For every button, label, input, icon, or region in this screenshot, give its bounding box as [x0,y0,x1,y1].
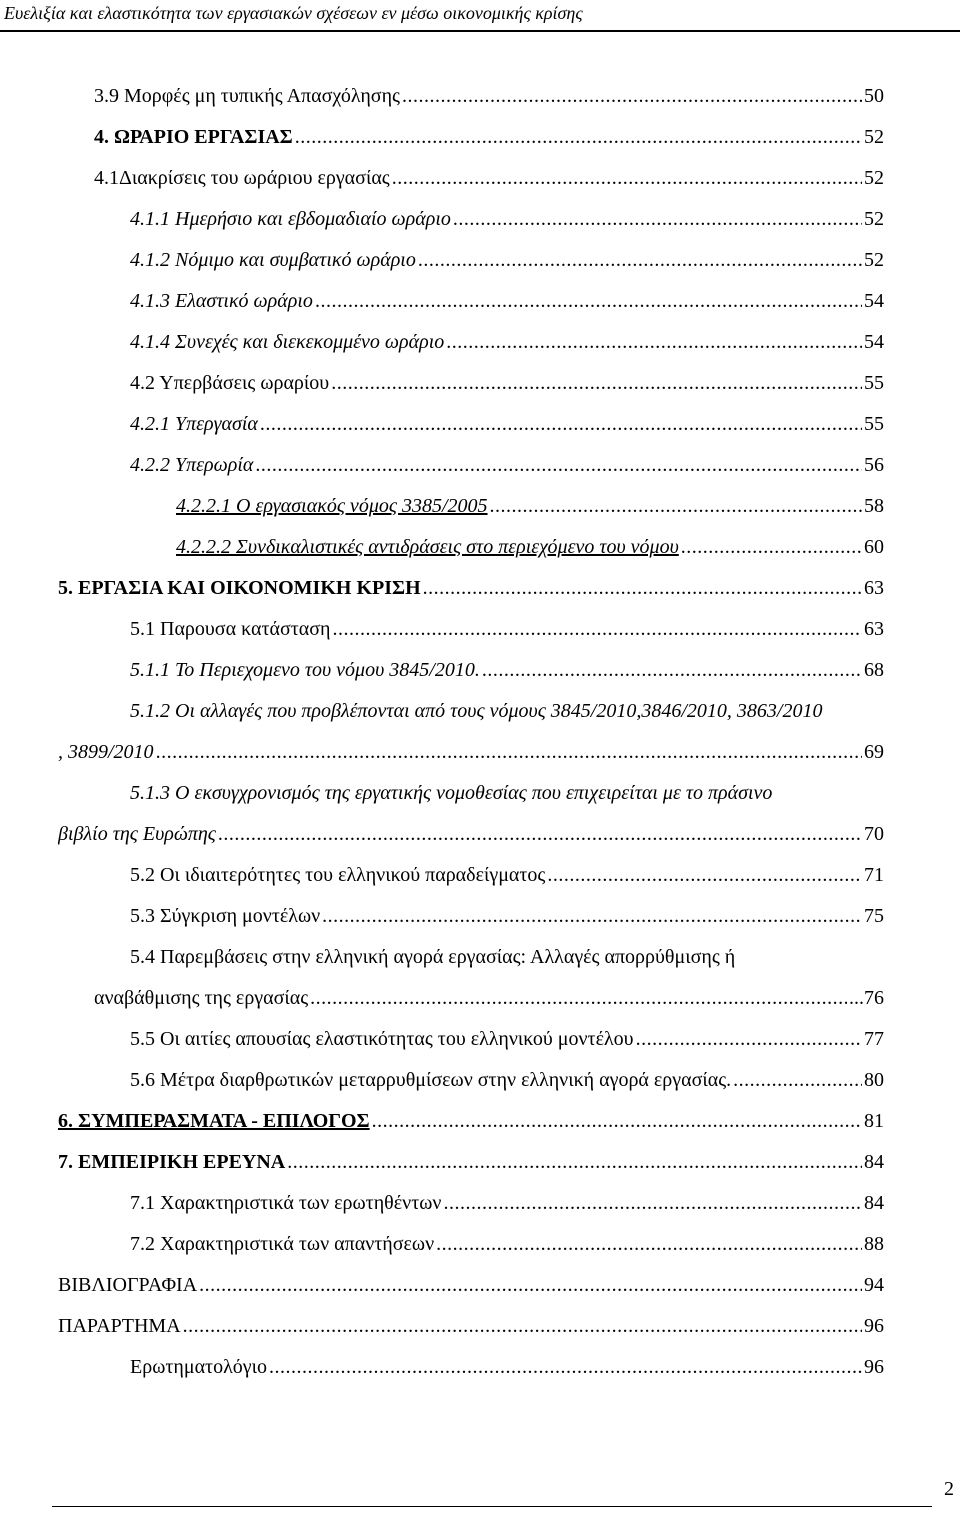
toc-entry-title-continuation: , 3899/2010 [58,741,154,763]
toc-entry-page: 52 [864,249,884,271]
toc-entry[interactable] [94,985,884,1011]
toc-entry-title: 5.1 Παρουσα κατάσταση [130,618,331,640]
toc-entry-title: 4.1.1 Ημερήσιο και εβδομαδιαίο ωράριο [130,208,451,230]
toc-entry-title: 6. ΣΥΜΠΕΡΑΣΜΑΤΑ - ΕΠΙΛΟΓΟΣ [58,1110,370,1132]
toc-entry-title-continuation: αναβάθμισης της εργασίας [94,987,309,1009]
toc-entry-page: ...76 [849,987,884,1009]
toc-entry-title: 4.1.3 Ελαστικό ωράριο [130,290,313,312]
toc-entry-page: 96 [864,1315,884,1337]
toc-entry-page: 60 [864,536,884,558]
toc-entry-page: 54 [864,331,884,353]
toc-entry-title: 4.2 Υπερβάσεις ωραρίου [130,372,330,394]
toc-entry-page: 69 [864,741,884,763]
toc-leader [183,1313,862,1339]
toc-leader [446,329,862,355]
toc-entry[interactable] [130,1067,884,1093]
toc-leader [310,985,847,1011]
toc-entry-title[interactable]: 5.1.2 Οι αλλαγές που προβλέπονται από τους νόμους 3845/2010,3846/2010, 3863/2010 [130,700,823,722]
toc-entry-title: 5. ΕΡΓΑΣΙΑ ΚΑΙ ΟΙΚΟΝΟΜΙΚΗ ΚΡΙΣΗ [58,577,421,599]
toc-entry[interactable] [130,1026,884,1052]
toc-entry-page: 80 [864,1069,884,1091]
toc-entry-title: 5.5 Οι αιτίες απουσίας ελαστικότητας του ελληνικού μοντέλου [130,1028,634,1050]
toc-leader [315,288,862,314]
toc-entry[interactable] [176,493,884,519]
toc-entry-title-continuation: βιβλίο της Ευρώπης [58,823,216,845]
toc-leader [372,1108,862,1134]
toc-entry-page: 81 [864,1110,884,1132]
toc-entry[interactable] [94,83,884,109]
toc-entry[interactable] [58,1108,884,1134]
toc-entry[interactable] [130,1354,884,1380]
toc-entry-title: 4.2.1 Υπεργασία [130,413,258,435]
toc-entry-title: 5.3 Σύγκριση μοντέλων [130,905,321,927]
toc-entry[interactable] [58,1313,884,1339]
toc-entry[interactable] [58,821,884,847]
toc-entry-title: 7.2 Χαρακτηριστικά των απαντήσεων [130,1233,435,1255]
toc-leader [218,821,862,847]
toc-entry-page: 70 [864,823,884,845]
toc-entry[interactable] [130,288,884,314]
toc-entry-page: 55 [864,413,884,435]
toc-entry-page: 94 [864,1274,884,1296]
toc-leader [402,83,862,109]
toc-entry-page: 84 [864,1151,884,1173]
toc-leader [392,165,862,191]
running-header-title: Ευελιξία και ελαστικότητα των εργασιακών σχέσεων εν μέσω οικονομικής κρίσης [4,3,583,23]
toc-leader [287,1149,862,1175]
toc-entry-title: ΠΑΡΑΡΤΗΜΑ [58,1315,181,1337]
toc-leader [331,370,862,396]
toc-leader [636,1026,862,1052]
toc-entry-page: 75 [864,905,884,927]
toc-entry-page: 96 [864,1356,884,1378]
toc-entry-page: 68 [864,659,884,681]
toc-entry-page: 50 [864,85,884,107]
toc-leader [547,862,862,888]
toc-leader [681,534,862,560]
toc-entry[interactable] [94,124,884,150]
toc-entry-title: 7. ΕΜΠΕΙΡΙΚΗ ΕΡΕΥΝΑ [58,1151,286,1173]
toc-entry-title[interactable]: 5.4 Παρεμβάσεις στην ελληνική αγορά εργασίας: Αλλαγές απορρύθμισης ή [130,946,736,968]
toc-entry[interactable] [58,739,884,765]
toc-leader [490,493,862,519]
toc-entry-title: 4.1.4 Συνεχές και διεκεκομμένο ωράριο [130,331,445,353]
toc-leader [333,616,863,642]
toc-entry-page: 55 [864,372,884,394]
toc-leader [260,411,862,437]
toc-entry[interactable] [58,1149,884,1175]
toc-entry[interactable] [130,862,884,888]
toc-entry[interactable] [130,370,884,396]
toc-leader [482,657,862,683]
toc-entry-page: 52 [864,208,884,230]
toc-entry[interactable] [130,206,884,232]
toc-entry-page: 63 [864,618,884,640]
toc-leader [255,452,862,478]
toc-entry-title: 5.6 Μέτρα διαρθρωτικών μεταρρυθμίσεων στην ελληνική αγορά εργασίας. [130,1069,732,1091]
toc-entry-title: ΒΙΒΛΙΟΓΡΑΦΙΑ [58,1274,198,1296]
toc-entry-page: 54 [864,290,884,312]
toc-entry-title: 3.9 Μορφές μη τυπικής Απασχόλησης [94,85,400,107]
toc-entry-page: 52 [864,126,884,148]
toc-entry[interactable] [130,411,884,437]
toc-leader [199,1272,862,1298]
toc-entry[interactable] [130,247,884,273]
toc-entry[interactable] [130,903,884,929]
toc-entry-title: 4.2.2.2 Συνδικαλιστικές αντιδράσεις στο περιεχόμενο του νόμου [176,536,679,558]
page-number: 2 [944,1478,954,1500]
toc-entry-title: Ερωτηματολόγιο [130,1356,268,1378]
toc-leader [156,739,862,765]
toc-leader [443,1190,862,1216]
toc-entry[interactable] [58,575,884,601]
footer-rule [52,1506,932,1507]
toc-entry-page: 84 [864,1192,884,1214]
toc-entry-page: 71 [864,864,884,886]
toc-entry[interactable] [58,1272,884,1298]
toc-leader [295,124,862,150]
toc-entry[interactable] [130,1231,884,1257]
toc-leader [269,1354,862,1380]
toc-entry[interactable] [130,329,884,355]
toc-entry-title[interactable]: 5.1.3 Ο εκσυγχρονισμός της εργατικής νομοθεσίας που επιχειρείται με το πράσινο [130,782,773,804]
toc-entry-page: 88 [864,1233,884,1255]
toc-entry[interactable] [130,616,884,642]
toc-entry-page: 52 [864,167,884,189]
toc-leader [423,575,862,601]
toc-leader [418,247,862,273]
toc-entry[interactable] [130,657,884,683]
toc-entry-title: 4.1Διακρίσεις του ωράριου εργασίας [94,167,390,189]
toc-entry-title: 4.1.2 Νόμιμο και συμβατικό ωράριο [130,249,416,271]
toc-entry-page: 63 [864,577,884,599]
toc-entry-title: 5.1.1 Το Περιεχομενο του νόμου 3845/2010. [130,659,480,681]
toc-entry-title: 4.2.2.1 Ο εργασιακός νόμος 3385/2005 [176,495,488,517]
toc-entry[interactable] [176,534,884,560]
toc-entry[interactable] [130,452,884,478]
toc-entry-title: 4. ΩΡΑΡΙΟ ΕΡΓΑΣΙΑΣ [94,126,293,148]
toc-entry-title: 4.2.2 Υπερωρία [130,454,254,476]
toc-entry-page: 56 [864,454,884,476]
toc-entry[interactable] [94,165,884,191]
toc-entry-title: 7.1 Χαρακτηριστικά των ερωτηθέντων [130,1192,442,1214]
toc-leader [322,903,862,929]
toc-leader [733,1067,862,1093]
toc-leader [436,1231,862,1257]
toc-entry-title: 5.2 Οι ιδιαιτερότητες του ελληνικού παραδείγματος [130,864,546,886]
toc-entry-page: 58 [864,495,884,517]
toc-leader [453,206,862,232]
toc-entry-page: 77 [864,1028,884,1050]
toc-entry[interactable] [130,1190,884,1216]
